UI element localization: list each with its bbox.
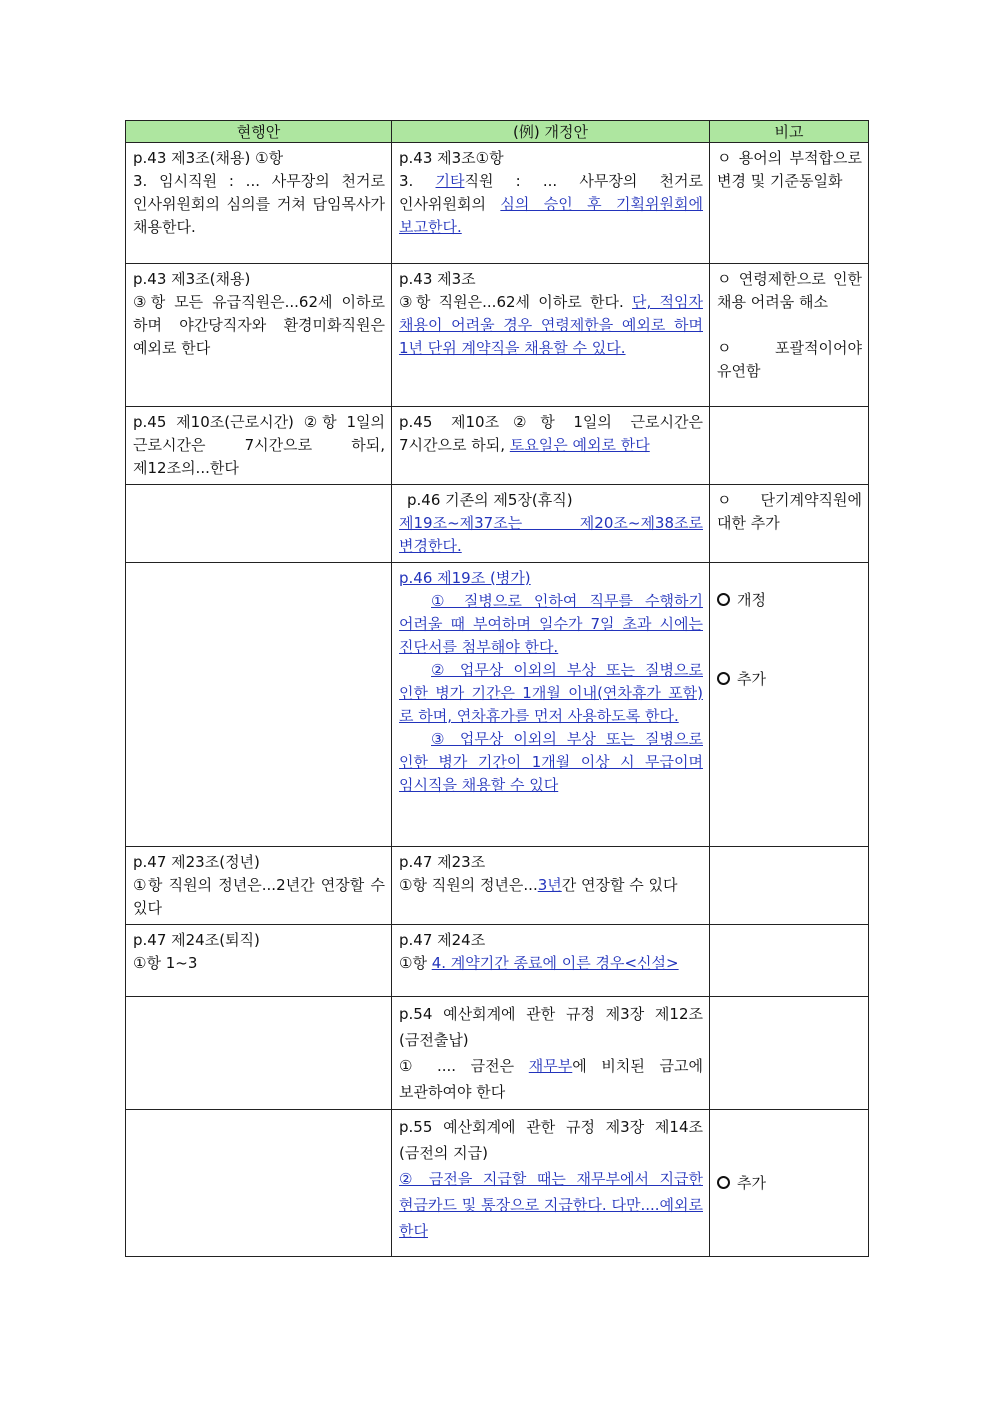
current-cell [126, 264, 392, 407]
note-cell [710, 264, 869, 407]
note-cell [710, 407, 869, 485]
revised-text: p.47 제23조 [399, 853, 486, 871]
note-item [717, 668, 862, 691]
revised-text [399, 291, 703, 360]
revised-cell [392, 997, 710, 1110]
note-text: 추가 [737, 1173, 766, 1192]
revised-underline: 재무부 [528, 1057, 573, 1075]
revised-text: p.55 예산회계에 관한 규정 제3장 제14조(금전의 지급) [399, 1118, 703, 1162]
revised-underline: ① 질병으로 인하여 직무를 수행하기 어려울 때 부여하며 일수가 7일 초과 시에는 진단서를 첨부해야 한다. [399, 592, 703, 656]
table-row [126, 563, 869, 847]
revised-text: p.43 제3조①항 [399, 149, 504, 167]
note-text: 추가 [737, 670, 766, 688]
revised-underline: ② 금전을 지급할 때는 재무부에서 지급한 현금카드 및 통장으로 지급한다. 다만....예외로 한다 [399, 1170, 703, 1240]
note-cell [710, 997, 869, 1110]
current-cell [126, 847, 392, 925]
table-row [126, 485, 869, 563]
revised-underline: p.46 제19조 (병가) [399, 569, 531, 587]
note-text: ㅇ 포괄적이어야 유연함 [717, 339, 862, 380]
current-text: ①항 1~3 [133, 954, 198, 972]
note-cell [710, 925, 869, 997]
spacer [717, 314, 862, 337]
current-cell [126, 997, 392, 1110]
table-row [126, 1110, 869, 1257]
current-text: ①항 직원의 정년은...2년간 연장할 수 있다 [133, 876, 385, 917]
note-cell [710, 847, 869, 925]
current-cell [126, 563, 392, 847]
text-span: ③항 직원은...62세 이하로 한다. [399, 293, 633, 311]
text-span: 간 연장할 수 있다 [561, 876, 678, 894]
revised-cell [392, 563, 710, 847]
text-span: ①항 직원의 정년은... [399, 876, 538, 894]
note-text: ㅇ 연령제한으로 인한 채용 어려움 해소 [717, 270, 862, 311]
circle-bullet-icon [717, 1176, 730, 1189]
circle-bullet-icon [717, 672, 730, 685]
current-text: ③항 모든 유급직원은...62세 이하로 하며 야간당직자와 환경미화직원은 예외로 한다 [133, 293, 385, 357]
header-row [126, 121, 869, 143]
revised-cell [392, 264, 710, 407]
revised-text [399, 952, 703, 975]
revised-underline: 기타 [435, 172, 465, 190]
comparison-table [125, 120, 869, 1257]
revised-text: p.46 기존의 제5장(휴직) [407, 491, 573, 509]
note-text: 개정 [737, 591, 766, 609]
note-cell [710, 1110, 869, 1257]
text-span: ① .... 금전은 [399, 1057, 529, 1075]
revised-text [399, 1053, 703, 1105]
note-text: ㅇ 용어의 부적합으로 변경 및 기준동일화 [717, 149, 862, 190]
revised-text: p.47 제24조 [399, 931, 486, 949]
text-span: 에 비치된 금고에 보관하여야 한다 [399, 1057, 703, 1101]
revised-cell [392, 485, 710, 563]
current-cell [126, 925, 392, 997]
table-row [126, 143, 869, 264]
revised-text [399, 874, 703, 897]
revised-underline: 3년 [537, 876, 562, 894]
revised-underline: ③ 업무상 이외의 부상 또는 질병으로 인한 병가 기간이 1개월 이상 시 무급이며 임시직을 채용할 수 있다 [399, 730, 703, 794]
circle-bullet-icon [717, 593, 730, 606]
table-row [126, 264, 869, 407]
header-current: 현행안 [126, 121, 392, 143]
revised-cell [392, 925, 710, 997]
current-text: 3. 임시직원 : ... 사무장의 천거로 인사위원회의 심의를 거쳐 담임목사가 채용한다. [133, 172, 385, 236]
revised-underline: 단, 적임자 채용이 어려울 경우 연령제한을 예외로 하며 1년 단위 계약직을 채용할 수 있다. [399, 293, 703, 357]
current-text: p.43 제3조(채용) ①항 [133, 149, 284, 167]
revised-text [399, 170, 703, 239]
revised-cell [392, 407, 710, 485]
current-text: p.47 제24조(퇴직) [133, 931, 260, 949]
table-row [126, 925, 869, 997]
revised-text: p.54 예산회계에 관한 규정 제3장 제12조(금전출납) [399, 1005, 703, 1049]
note-item [717, 1172, 862, 1195]
current-cell [126, 407, 392, 485]
revised-underline: ② 업무상 이외의 부상 또는 질병으로 인한 병가 기간은 1개월 이내(연차휴가 포함)로 하며, 연차휴가를 먼저 사용하도록 한다. [399, 661, 703, 725]
revised-underline: 토요일은 예외로 한다 [509, 436, 650, 454]
note-cell [710, 143, 869, 264]
note-text: ㅇ 단기계약직원에 대한 추가 [717, 491, 862, 532]
text-span: p.45 제10조②항 1일의 근로시간은 7시간으로 하되, [399, 413, 703, 454]
text-span: ①항 [399, 954, 432, 972]
note-cell [710, 485, 869, 563]
current-cell [126, 143, 392, 264]
current-text: p.47 제23조(정년) [133, 853, 260, 871]
note-item [717, 589, 862, 612]
header-revised: (例) 개정안 [392, 121, 710, 143]
text-span: 직원 : ... 사무장의 천거로 인사위원회의 [399, 172, 703, 213]
current-cell [126, 1110, 392, 1257]
revised-underline: 제19조~제37조는 제20조~제38조로 변경한다. [399, 514, 703, 555]
revised-cell [392, 1110, 710, 1257]
revised-text [399, 411, 703, 457]
header-note: 비고 [710, 121, 869, 143]
revised-underline: 4. 계약기간 종료에 이른 경우<신설> [431, 954, 679, 972]
current-text: p.43 제3조(채용) [133, 270, 251, 288]
text-span: 3. [399, 172, 436, 190]
current-text: p.45 제10조(근로시간) ②항 1일의 근로시간은 7시간으로 하되, 제12조의...한다 [133, 413, 385, 477]
current-cell [126, 485, 392, 563]
revised-underline: 심의 승인 후 기획위원회에 보고한다. [399, 195, 703, 236]
revised-cell [392, 143, 710, 264]
revised-text: p.43 제3조 [399, 270, 476, 288]
table-row [126, 407, 869, 485]
revised-cell [392, 847, 710, 925]
table-row [126, 847, 869, 925]
table-row [126, 997, 869, 1110]
note-cell [710, 563, 869, 847]
spacer [717, 612, 862, 668]
